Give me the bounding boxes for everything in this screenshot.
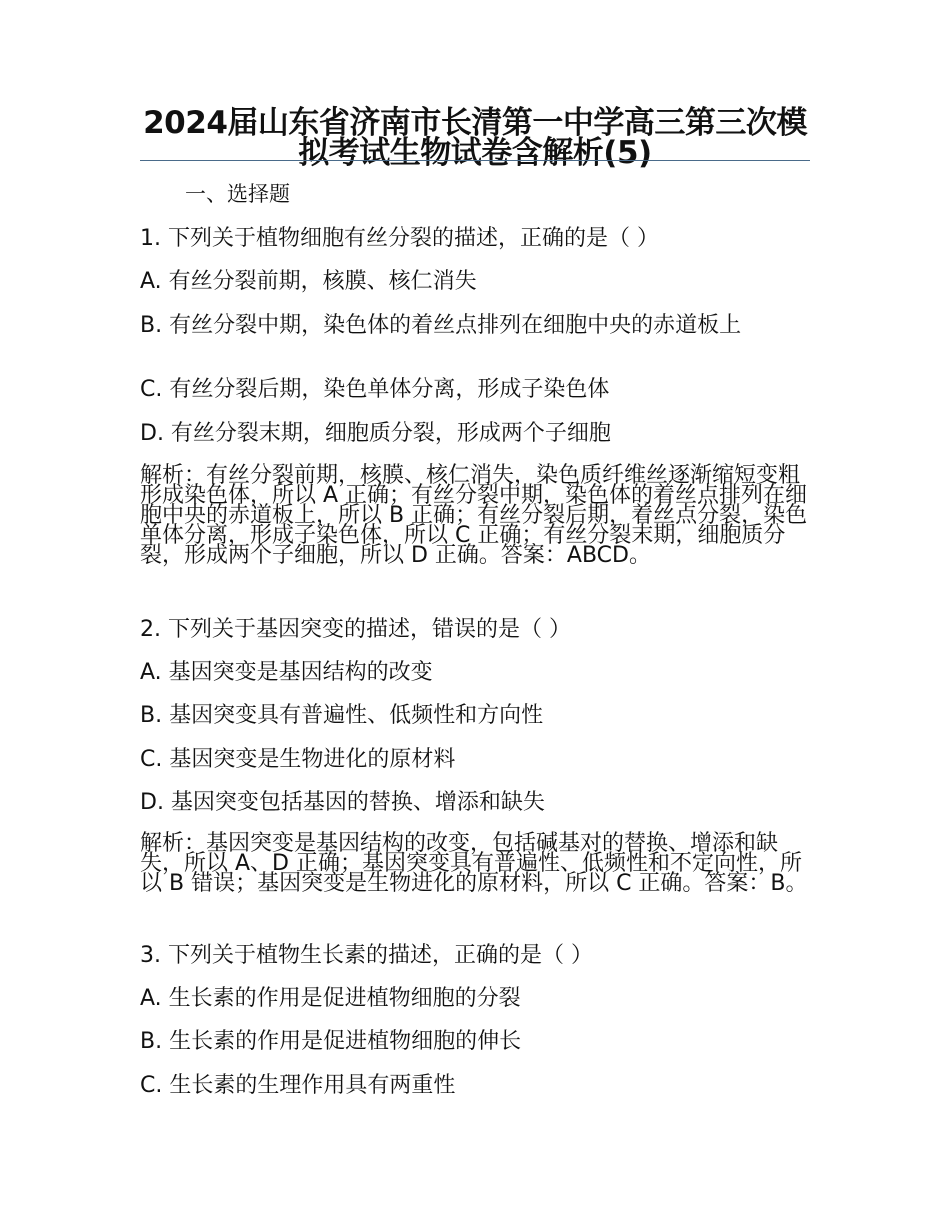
question-2-analysis: 解析：基因突变是基因结构的改变，包括碱基对的替换、增添和缺失，所以 A、D 正确；基因突变具有普遍性、低频性和不定向性，所以 B 错误；基因突变是生物进化的原材料，所以 C 正确。答案：B。 — [140, 831, 808, 896]
question-3-option-a: A. 生长素的作用是促进植物细胞的分裂 — [140, 986, 521, 1011]
question-3-stem: 3. 下列关于植物生长素的描述，正确的是（ ） — [140, 943, 593, 968]
question-1-option-d: D. 有丝分裂末期，细胞质分裂，形成两个子细胞 — [140, 421, 611, 446]
question-1-option-c: C. 有丝分裂后期，染色单体分离，形成子染色体 — [140, 377, 610, 402]
question-3-option-b: B. 生长素的作用是促进植物细胞的伸长 — [140, 1029, 522, 1054]
question-2-stem: 2. 下列关于基因突变的描述，错误的是（ ） — [140, 617, 571, 642]
question-2-option-c: C. 基因突变是生物进化的原材料 — [140, 747, 456, 772]
question-1-stem: 1. 下列关于植物细胞有丝分裂的描述，正确的是（ ） — [140, 226, 659, 251]
question-1-option-a: A. 有丝分裂前期，核膜、核仁消失 — [140, 269, 477, 294]
question-1-analysis: 解析：有丝分裂前期，核膜、核仁消失，染色质纤维丝逐渐缩短变粗形成染色体，所以 A 正确；有丝分裂中期，染色体的着丝点排列在细胞中央的赤道板上，所以 B 正确；有丝分裂后期，着丝点分裂，染色单体分离，形成子染色体，所以 C 正确；有丝分裂末期，细胞质分裂，形成两个子细胞，所以 D 正确。答案：ABCD。 — [140, 463, 808, 568]
document-title: 2024届山东省济南市长清第一中学高三第三次模拟考试生物试卷含解析(5) — [143, 105, 807, 171]
question-1-option-b: B. 有丝分裂中期，染色体的着丝点排列在细胞中央的赤道板上 — [140, 313, 742, 338]
section-heading: 一、选择题 — [185, 182, 290, 206]
question-2-option-b: B. 基因突变具有普遍性、低频性和方向性 — [140, 703, 544, 728]
title-divider — [140, 160, 810, 161]
question-2-option-d: D. 基因突变包括基因的替换、增添和缺失 — [140, 790, 545, 815]
question-3-option-c: C. 生长素的生理作用具有两重性 — [140, 1073, 456, 1098]
question-2-option-a: A. 基因突变是基因结构的改变 — [140, 660, 433, 685]
